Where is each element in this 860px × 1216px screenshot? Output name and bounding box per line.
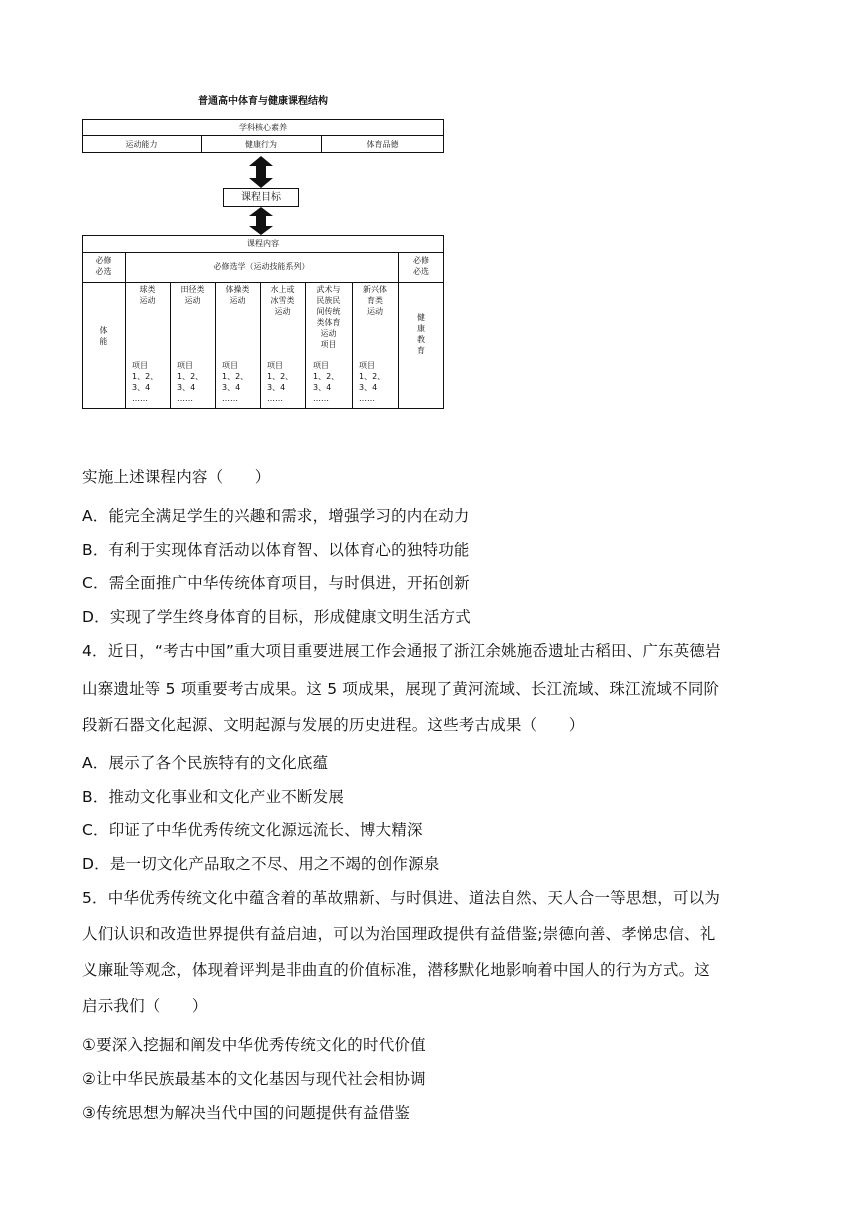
- option-a: A．能完全满足学生的兴趣和需求，增强学习的内在动力: [82, 507, 470, 525]
- question-stem: 实施上述课程内容（ ）: [82, 468, 271, 486]
- statement-3: ③传统思想为解决当代中国的问题提供有益借鉴: [82, 1104, 411, 1122]
- column-items: 项目 1、2、 3、4 ……: [313, 361, 340, 403]
- option-d: D．是一切文化产品取之不尽、用之不竭的创作源泉: [82, 855, 440, 873]
- column-gymnastics: 体操类 运动: [225, 285, 250, 305]
- option-b: B．有利于实现体育活动以体育智、以体育心的独特功能: [82, 541, 470, 559]
- diagram-title: 普通高中体育与健康课程结构: [198, 96, 328, 107]
- course-structure-diagram: [80, 90, 446, 412]
- health-education-cell: 健 康 教 育: [417, 313, 425, 355]
- question-5-text: 义廉耻等观念，体现着评判是非曲直的价值标准，潜移默化地影响着中国人的行为方式。这: [82, 961, 711, 979]
- question-4-text: 4．近日，“考古中国”重大项目重要进展工作会通报了浙江余姚施岙遗址古稻田、广东英德岩: [82, 642, 721, 660]
- option-c: C．需全面推广中华传统体育项目，与时俱进，开拓创新: [82, 574, 470, 592]
- column-emerging-sports: 新兴体 育类 运动: [363, 285, 387, 316]
- right-compulsory-header: 必修 必选: [413, 256, 429, 276]
- elective-header: 必修选学（运动技能系列）: [213, 262, 310, 271]
- course-content-header: 课程内容: [247, 239, 279, 248]
- option-b: B．推动文化事业和文化产业不断发展: [82, 788, 345, 806]
- course-goal-label: 课程目标: [241, 192, 281, 203]
- column-water-ice: 水上或 冰雪类 运动: [270, 285, 295, 316]
- double-arrow-icon: [248, 207, 274, 235]
- question-5-text: 人们认识和改造世界提供有益启迪，可以为治国理政提供有益借鉴;崇德向善、孝悌忠信、礼: [82, 925, 716, 943]
- statement-1: ①要深入挖掘和阐发中华优秀传统文化的时代价值: [82, 1036, 426, 1054]
- core-item-motor-ability: 运动能力: [125, 140, 158, 149]
- column-items: 项目 1、2、 3、4 ……: [222, 361, 249, 403]
- column-items: 项目 1、2、 3、4 ……: [177, 361, 204, 403]
- statement-2: ②让中华民族最基本的文化基因与现代社会相协调: [82, 1070, 426, 1088]
- question-4-text: 段新石器文化起源、文明起源与发展的历史进程。这些考古成果（ ）: [82, 716, 585, 734]
- column-martial-arts: 武术与 民族民 间传统 类体育 运动 项目: [316, 285, 341, 349]
- column-items: 项目 1、2、 3、4 ……: [267, 361, 294, 403]
- option-a: A．展示了各个民族特有的文化底蕴: [82, 754, 329, 772]
- question-5-text: 启示我们（ ）: [82, 997, 208, 1015]
- column-items: 项目 1、2、 3、4 ……: [132, 361, 159, 403]
- column-track-field: 田径类 运动: [180, 285, 205, 305]
- core-literacy-header: 学科核心素养: [239, 123, 287, 132]
- left-compulsory-header: 必修 必选: [95, 256, 112, 276]
- core-item-sport-morality: 体育品德: [366, 140, 399, 149]
- physical-fitness-cell: 体 能: [99, 326, 108, 346]
- core-item-health-behavior: 健康行为: [245, 140, 277, 149]
- column-ball-sports: 球类 运动: [139, 285, 156, 305]
- option-d: D．实现了学生终身体育的目标，形成健康文明生活方式: [82, 608, 471, 626]
- option-c: C．印证了中华优秀传统文化源远流长、博大精深: [82, 821, 423, 839]
- column-items: 项目 1、2、 3、4 ……: [359, 361, 386, 403]
- double-arrow-icon: [248, 156, 274, 188]
- question-5-text: 5．中华优秀传统文化中蕴含着的革故鼎新、与时俱进、道法自然、天人合一等思想，可以为: [82, 889, 721, 907]
- question-4-text: 山寨遗址等 5 项重要考古成果。这 5 项成果，展现了黄河流域、长江流域、珠江流域不同阶: [82, 680, 720, 698]
